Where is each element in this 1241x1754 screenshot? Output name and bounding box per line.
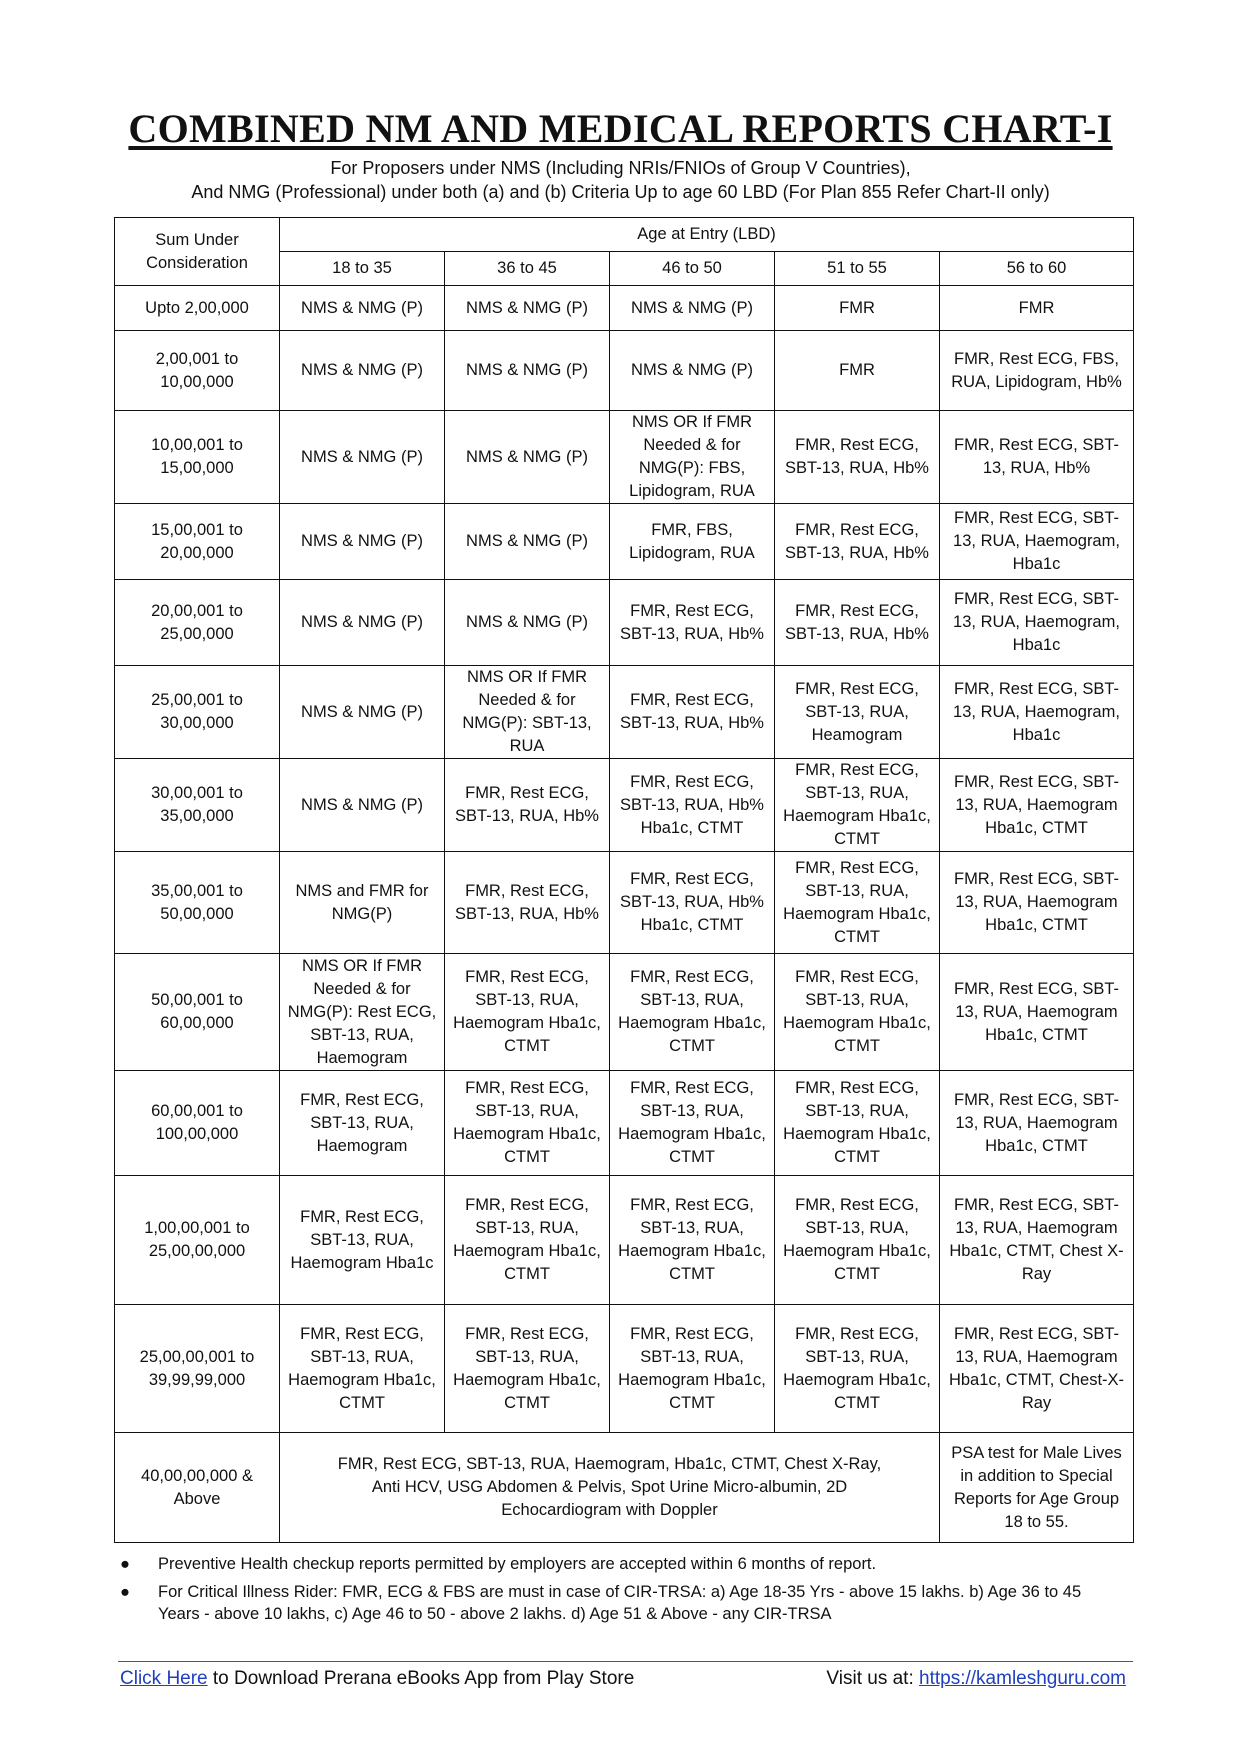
download-link[interactable]: Click Here bbox=[120, 1668, 208, 1689]
report-cell: FMR, Rest ECG, SBT-13, RUA, Haemogram, Hba1c bbox=[940, 580, 1134, 666]
sum-cell: 25,00,00,001 to 39,99,99,000 bbox=[115, 1305, 280, 1433]
reports-table-container bbox=[114, 217, 1133, 1543]
age-header: Age at Entry (LBD) bbox=[280, 218, 1134, 252]
age-group-header: 18 to 35 bbox=[280, 252, 445, 286]
table-row bbox=[115, 954, 1134, 1071]
table-row bbox=[115, 1176, 1134, 1305]
report-cell: NMS and FMR for NMG(P) bbox=[280, 852, 445, 954]
report-cell: FMR bbox=[775, 331, 940, 411]
bullet-icon: ● bbox=[120, 1583, 130, 1601]
report-cell: NMS OR If FMR Needed & for NMG(P): FBS, Lipidogram, RUA bbox=[610, 411, 775, 504]
footer-right bbox=[826, 1668, 1126, 1690]
report-cell: NMS & NMG (P) bbox=[445, 331, 610, 411]
reports-table bbox=[114, 217, 1134, 1543]
age-group-header: 51 to 55 bbox=[775, 252, 940, 286]
report-cell: FMR, Rest ECG, SBT-13, RUA, Haemogram Hba1c, CTMT bbox=[775, 1305, 940, 1433]
report-cell: NMS & NMG (P) bbox=[280, 411, 445, 504]
report-cell: NMS & NMG (P) bbox=[610, 286, 775, 331]
report-cell: FMR, Rest ECG, SBT-13, RUA, Haemogram, Hba1c bbox=[940, 504, 1134, 580]
table-row bbox=[115, 411, 1134, 504]
subtitle-line-2: And NMG (Professional) under both (a) and (b) Criteria Up to age 60 LBD (For Plan 855 Refer Chart-II only) bbox=[191, 182, 1050, 202]
download-text: to Download Prerana eBooks App from Play Store bbox=[207, 1668, 635, 1689]
page-title: COMBINED NM AND MEDICAL REPORTS CHART-I bbox=[128, 106, 1113, 151]
report-cell: FMR, Rest ECG, SBT-13, RUA, Hb% bbox=[610, 666, 775, 759]
sum-cell: 60,00,001 to 100,00,000 bbox=[115, 1071, 280, 1176]
note-item bbox=[118, 1553, 1118, 1575]
report-cell: NMS & NMG (P) bbox=[445, 411, 610, 504]
report-cell: FMR, Rest ECG, SBT-13, RUA, Haemogram Hba1c, CTMT bbox=[775, 852, 940, 954]
table-row-last bbox=[115, 1433, 1134, 1543]
sum-cell: 20,00,001 to 25,00,000 bbox=[115, 580, 280, 666]
visit-label: Visit us at: bbox=[826, 1668, 920, 1689]
table-row bbox=[115, 759, 1134, 852]
report-cell: NMS & NMG (P) bbox=[280, 331, 445, 411]
report-cell: NMS & NMG (P) bbox=[280, 666, 445, 759]
report-cell: FMR, Rest ECG, SBT-13, RUA, Hb% Hba1c, CTMT bbox=[610, 759, 775, 852]
combined-reports-cell: FMR, Rest ECG, SBT-13, RUA, Haemogram, Hba1c, CTMT, Chest X-Ray, Anti HCV, USG Abdomen & Pelvis, Spot Urine Micro-albumin, 2D Echocardiogram with Doppler bbox=[280, 1433, 940, 1543]
report-cell: FMR, Rest ECG, SBT-13, RUA, Haemogram Hba1c, CTMT bbox=[940, 1071, 1134, 1176]
footer-divider bbox=[118, 1661, 1133, 1662]
table-row bbox=[115, 852, 1134, 954]
report-cell: NMS & NMG (P) bbox=[280, 759, 445, 852]
report-cell: NMS & NMG (P) bbox=[445, 504, 610, 580]
report-cell: FMR, Rest ECG, SBT-13, RUA, Haemogram Hba1c bbox=[280, 1176, 445, 1305]
table-row bbox=[115, 504, 1134, 580]
age-group-header: 56 to 60 bbox=[940, 252, 1134, 286]
report-cell: FMR, Rest ECG, SBT-13, RUA, Haemogram Hba1c, CTMT bbox=[610, 1071, 775, 1176]
sum-cell: 15,00,001 to 20,00,000 bbox=[115, 504, 280, 580]
report-cell: FMR, Rest ECG, SBT-13, RUA, Haemogram Hba1c, CTMT, Chest-X-Ray bbox=[940, 1305, 1134, 1433]
report-cell: FMR, Rest ECG, SBT-13, RUA, Heamogram bbox=[775, 666, 940, 759]
report-cell: NMS OR If FMR Needed & for NMG(P): Rest ECG, SBT-13, RUA, Haemogram bbox=[280, 954, 445, 1071]
report-cell: FMR, Rest ECG, SBT-13, RUA, Hb% bbox=[775, 411, 940, 504]
sum-header: Sum Under Consideration bbox=[115, 218, 280, 286]
sum-cell: 50,00,001 to 60,00,000 bbox=[115, 954, 280, 1071]
sum-cell: 25,00,001 to 30,00,000 bbox=[115, 666, 280, 759]
psa-note-cell: PSA test for Male Lives in addition to Special Reports for Age Group 18 to 55. bbox=[940, 1433, 1134, 1543]
report-cell: FMR, Rest ECG, SBT-13, RUA, Haemogram Hba1c, CTMT bbox=[775, 759, 940, 852]
subtitle-line-1: For Proposers under NMS (Including NRIs/FNIOs of Group V Countries), bbox=[330, 158, 911, 178]
table-row bbox=[115, 286, 1134, 331]
report-cell: FMR, Rest ECG, SBT-13, RUA, Hb% bbox=[775, 504, 940, 580]
report-cell: FMR, Rest ECG, SBT-13, RUA, Haemogram Hba1c, CTMT bbox=[445, 1176, 610, 1305]
report-cell: FMR, Rest ECG, SBT-13, RUA, Haemogram Hba1c, CTMT bbox=[445, 1305, 610, 1433]
report-cell: FMR, Rest ECG, SBT-13, RUA, Hb% bbox=[610, 580, 775, 666]
report-cell: FMR, Rest ECG, SBT-13, RUA, Haemogram Hba1c, CTMT bbox=[610, 1176, 775, 1305]
report-cell: FMR bbox=[775, 286, 940, 331]
report-cell: FMR, Rest ECG, SBT-13, RUA, Hb% bbox=[445, 759, 610, 852]
report-cell: FMR, Rest ECG, SBT-13, RUA, Hb% bbox=[940, 411, 1134, 504]
age-group-header: 46 to 50 bbox=[610, 252, 775, 286]
report-cell: FMR, Rest ECG, SBT-13, RUA, Haemogram Hba1c, CTMT bbox=[445, 1071, 610, 1176]
report-cell: FMR, Rest ECG, SBT-13, RUA, Haemogram Hba1c, CTMT bbox=[940, 759, 1134, 852]
report-cell: FMR bbox=[940, 286, 1134, 331]
report-cell: FMR, Rest ECG, FBS, RUA, Lipidogram, Hb% bbox=[940, 331, 1134, 411]
sum-cell: 1,00,00,001 to 25,00,00,000 bbox=[115, 1176, 280, 1305]
report-cell: FMR, Rest ECG, SBT-13, RUA, Haemogram Hba1c, CTMT bbox=[445, 954, 610, 1071]
table-row bbox=[115, 1071, 1134, 1176]
report-cell: FMR, Rest ECG, SBT-13, RUA, Haemogram Hba1c, CTMT bbox=[940, 954, 1134, 1071]
report-cell: FMR, FBS, Lipidogram, RUA bbox=[610, 504, 775, 580]
report-cell: FMR, Rest ECG, SBT-13, RUA, Haemogram Hba1c, CTMT bbox=[775, 954, 940, 1071]
report-cell: FMR, Rest ECG, SBT-13, RUA, Haemogram Hba1c, CTMT bbox=[280, 1305, 445, 1433]
age-group-header: 36 to 45 bbox=[445, 252, 610, 286]
sum-cell: Upto 2,00,000 bbox=[115, 286, 280, 331]
sum-cell: 35,00,001 to 50,00,000 bbox=[115, 852, 280, 954]
report-cell: FMR, Rest ECG, SBT-13, RUA, Haemogram Hba1c, CTMT bbox=[775, 1071, 940, 1176]
note-text: Preventive Health checkup reports permitted by employers are accepted within 6 months of report. bbox=[158, 1555, 877, 1573]
sum-cell: 10,00,001 to 15,00,000 bbox=[115, 411, 280, 504]
table-row bbox=[115, 580, 1134, 666]
sum-cell: 30,00,001 to 35,00,000 bbox=[115, 759, 280, 852]
report-cell: FMR, Rest ECG, SBT-13, RUA, Hb% bbox=[445, 852, 610, 954]
sum-cell: 40,00,00,000 & Above bbox=[115, 1433, 280, 1543]
report-cell: NMS & NMG (P) bbox=[280, 580, 445, 666]
report-cell: FMR, Rest ECG, SBT-13, RUA, Haemogram Hba1c, CTMT bbox=[775, 1176, 940, 1305]
report-cell: FMR, Rest ECG, SBT-13, RUA, Hb% bbox=[775, 580, 940, 666]
sum-cell: 2,00,001 to 10,00,000 bbox=[115, 331, 280, 411]
report-cell: FMR, Rest ECG, SBT-13, RUA, Haemogram Hba1c, CTMT bbox=[610, 954, 775, 1071]
footer-left bbox=[120, 1668, 634, 1690]
report-cell: NMS OR If FMR Needed & for NMG(P): SBT-13, RUA bbox=[445, 666, 610, 759]
table-row bbox=[115, 1305, 1134, 1433]
report-cell: NMS & NMG (P) bbox=[610, 331, 775, 411]
website-link[interactable]: https://kamleshguru.com bbox=[919, 1668, 1126, 1689]
table-row bbox=[115, 331, 1134, 411]
table-row bbox=[115, 666, 1134, 759]
report-cell: NMS & NMG (P) bbox=[280, 504, 445, 580]
report-cell: FMR, Rest ECG, SBT-13, RUA, Hb% Hba1c, CTMT bbox=[610, 852, 775, 954]
report-cell: NMS & NMG (P) bbox=[280, 286, 445, 331]
report-cell: FMR, Rest ECG, SBT-13, RUA, Haemogram Hba1c, CTMT bbox=[610, 1305, 775, 1433]
report-cell: FMR, Rest ECG, SBT-13, RUA, Haemogram, Hba1c bbox=[940, 666, 1134, 759]
report-cell: NMS & NMG (P) bbox=[445, 286, 610, 331]
note-text: For Critical Illness Rider: FMR, ECG & FBS are must in case of CIR-TRSA: a) Age 18-35 Yrs - above 15 lakhs. b) Age 36 to 45 Years - above 10 lakhs, c) Age 46 to 50 - above 2 lakhs. d) Age 51 & Above - any CIR-TRSA bbox=[158, 1583, 1082, 1623]
report-cell: FMR, Rest ECG, SBT-13, RUA, Haemogram Hba1c, CTMT bbox=[940, 852, 1134, 954]
report-cell: NMS & NMG (P) bbox=[445, 580, 610, 666]
report-cell: FMR, Rest ECG, SBT-13, RUA, Haemogram bbox=[280, 1071, 445, 1176]
note-item bbox=[118, 1581, 1118, 1625]
bullet-icon: ● bbox=[120, 1555, 130, 1573]
report-cell: FMR, Rest ECG, SBT-13, RUA, Haemogram Hba1c, CTMT, Chest X-Ray bbox=[940, 1176, 1134, 1305]
notes-list bbox=[118, 1553, 1118, 1631]
